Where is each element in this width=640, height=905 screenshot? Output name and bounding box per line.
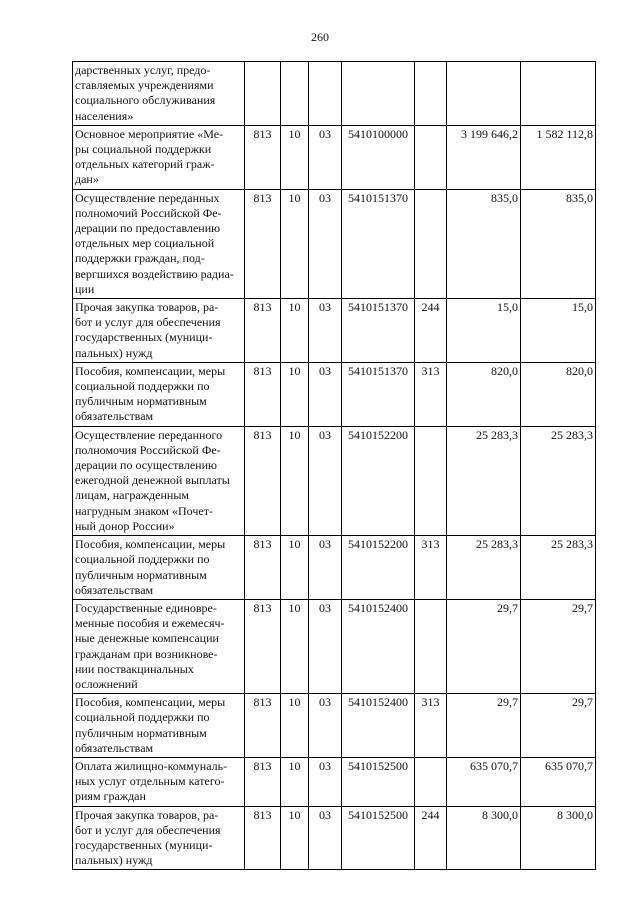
item-name-line: нии поствакцинальных	[75, 661, 194, 676]
cell-amount-2: 835,0	[521, 189, 596, 298]
cell-amount-1: 3 199 646,2	[447, 125, 521, 189]
item-name-line: лицам, награжденным	[75, 488, 189, 503]
item-name-line: населения»	[75, 108, 134, 123]
cell-expense-type	[415, 426, 447, 535]
item-name-line: полномочия Российской Фе-	[75, 442, 221, 457]
item-name-line: вергшихся воздействию радиа-	[75, 266, 234, 281]
budget-table	[72, 61, 596, 870]
cell-expense-type: 244	[415, 299, 447, 363]
table-row	[73, 426, 596, 535]
cell-expense-type: 313	[415, 362, 447, 426]
cell-amount-1: 29,7	[447, 599, 521, 693]
item-name-line: Прочая закупка товаров, ра-	[75, 807, 219, 822]
item-name-line: бот и услуг для обеспечения	[75, 822, 221, 837]
cell-item-name	[73, 299, 245, 363]
cell-amount-1: 29,7	[447, 694, 521, 758]
cell-ministry-code: 813	[245, 189, 281, 298]
cell-amount-1: 25 283,3	[447, 426, 521, 535]
item-name-line: дерации по предоставлению	[75, 221, 221, 236]
item-name-line: поддержки граждан, под-	[75, 251, 205, 266]
cell-amount-1: 15,0	[447, 299, 521, 363]
cell-expense-type: 244	[415, 806, 447, 870]
cell-target-article: 5410151370	[342, 189, 415, 298]
table-row	[73, 362, 596, 426]
cell-ministry-code: 813	[245, 362, 281, 426]
cell-subsection: 03	[309, 362, 342, 426]
item-name-line: государственных (муници-	[75, 330, 213, 345]
cell-target-article: 5410151370	[342, 299, 415, 363]
cell-ministry-code: 813	[245, 426, 281, 535]
cell-amount-1: 8 300,0	[447, 806, 521, 870]
table-row	[73, 62, 596, 126]
cell-amount-1: 25 283,3	[447, 536, 521, 600]
item-name-line: социальной поддержки по	[75, 552, 210, 567]
cell-subsection: 03	[309, 806, 342, 870]
cell-item-name	[73, 189, 245, 298]
item-name-line: публичным нормативным	[75, 567, 207, 582]
item-name-line: Государственные единовре-	[75, 600, 217, 615]
cell-amount-2: 25 283,3	[521, 426, 596, 535]
item-name-line: менные пособия и ежемесяч-	[75, 616, 225, 631]
cell-subsection: 03	[309, 125, 342, 189]
item-name-line: нагрудным знаком «Почет-	[75, 503, 213, 518]
table-row	[73, 189, 596, 298]
item-name-line: Осуществление переданных	[75, 190, 220, 205]
cell-section: 10	[281, 599, 309, 693]
cell-section	[281, 62, 309, 126]
table-body	[73, 62, 596, 870]
cell-ministry-code: 813	[245, 599, 281, 693]
item-name-line: ные денежные компенсации	[75, 631, 219, 646]
cell-amount-2	[521, 62, 596, 126]
cell-expense-type	[415, 62, 447, 126]
item-name-line: Осуществление переданного	[75, 427, 223, 442]
cell-target-article: 5410152500	[342, 757, 415, 806]
cell-item-name	[73, 599, 245, 693]
item-name-line: риям граждан	[75, 789, 146, 804]
cell-section: 10	[281, 694, 309, 758]
cell-target-article	[342, 62, 415, 126]
cell-ministry-code	[245, 62, 281, 126]
cell-target-article: 5410151370	[342, 362, 415, 426]
item-name-line: пальных) нужд	[75, 345, 153, 360]
cell-section: 10	[281, 189, 309, 298]
item-name-line: Пособия, компенсации, меры	[75, 363, 226, 378]
cell-section: 10	[281, 536, 309, 600]
table-row	[73, 125, 596, 189]
item-name-line: отдельных мер социальной	[75, 236, 215, 251]
cell-target-article: 5410152200	[342, 426, 415, 535]
cell-ministry-code: 813	[245, 536, 281, 600]
cell-section: 10	[281, 806, 309, 870]
cell-item-name	[73, 125, 245, 189]
cell-expense-type: 313	[415, 536, 447, 600]
cell-item-name	[73, 426, 245, 535]
table-row	[73, 806, 596, 870]
item-name-line: ставляемых учреждениями	[75, 78, 214, 93]
cell-amount-1: 835,0	[447, 189, 521, 298]
page-number: 260	[311, 30, 329, 44]
cell-subsection	[309, 62, 342, 126]
cell-section: 10	[281, 299, 309, 363]
item-name-line: Пособия, компенсации, меры	[75, 695, 226, 710]
cell-expense-type	[415, 599, 447, 693]
cell-expense-type	[415, 757, 447, 806]
item-name-line: отдельных категорий граж-	[75, 157, 215, 172]
table-row	[73, 757, 596, 806]
cell-amount-2: 29,7	[521, 694, 596, 758]
cell-amount-2: 25 283,3	[521, 536, 596, 600]
cell-section: 10	[281, 426, 309, 535]
item-name-line: публичным нормативным	[75, 394, 207, 409]
item-name-line: дерации по осуществлению	[75, 458, 217, 473]
table-row	[73, 536, 596, 600]
cell-subsection: 03	[309, 599, 342, 693]
cell-item-name	[73, 694, 245, 758]
item-name-line: обязательствам	[75, 582, 154, 597]
item-name-line: государственных (муници-	[75, 837, 213, 852]
cell-subsection: 03	[309, 694, 342, 758]
item-name-line: осложнений	[75, 676, 138, 691]
cell-amount-2: 15,0	[521, 299, 596, 363]
item-name-line: ный донор России»	[75, 518, 175, 533]
cell-ministry-code: 813	[245, 757, 281, 806]
cell-amount-2: 1 582 112,8	[521, 125, 596, 189]
item-name-line: Основное мероприятие «Ме-	[75, 126, 224, 141]
item-name-line: пальных) нужд	[75, 853, 153, 868]
item-name-line: дан»	[75, 172, 99, 187]
item-name-line: социальной поддержки по	[75, 379, 210, 394]
cell-target-article: 5410152200	[342, 536, 415, 600]
cell-amount-2: 29,7	[521, 599, 596, 693]
item-name-line: социального обслуживания	[75, 93, 216, 108]
item-name-line: бот и услуг для обеспечения	[75, 315, 221, 330]
cell-target-article: 5410100000	[342, 125, 415, 189]
item-name-line: социальной поддержки по	[75, 710, 210, 725]
item-name-line: ры социальной поддержки	[75, 142, 212, 157]
item-name-line: публичным нормативным	[75, 725, 207, 740]
cell-expense-type	[415, 125, 447, 189]
cell-ministry-code: 813	[245, 299, 281, 363]
cell-subsection: 03	[309, 426, 342, 535]
cell-target-article: 5410152500	[342, 806, 415, 870]
cell-target-article: 5410152400	[342, 694, 415, 758]
item-name-line: Пособия, компенсации, меры	[75, 537, 226, 552]
cell-subsection: 03	[309, 536, 342, 600]
cell-ministry-code: 813	[245, 694, 281, 758]
cell-item-name	[73, 757, 245, 806]
cell-expense-type: 313	[415, 694, 447, 758]
table-row	[73, 599, 596, 693]
table-row	[73, 299, 596, 363]
item-name-line: обязательствам	[75, 740, 154, 755]
item-name-line: полномочий Российской Фе-	[75, 205, 222, 220]
cell-subsection: 03	[309, 757, 342, 806]
item-name-line: ных услуг отдельным катего-	[75, 774, 225, 789]
item-name-line: ежегодной денежной выплаты	[75, 473, 230, 488]
cell-expense-type	[415, 189, 447, 298]
item-name-line: Оплата жилищно-коммуналь-	[75, 758, 228, 773]
cell-section: 10	[281, 757, 309, 806]
cell-subsection: 03	[309, 189, 342, 298]
table-row	[73, 694, 596, 758]
cell-item-name	[73, 806, 245, 870]
item-name-line: ции	[75, 281, 95, 296]
cell-amount-2: 635 070,7	[521, 757, 596, 806]
cell-target-article: 5410152400	[342, 599, 415, 693]
item-name-line: Прочая закупка товаров, ра-	[75, 300, 219, 315]
cell-ministry-code: 813	[245, 125, 281, 189]
cell-amount-1: 820,0	[447, 362, 521, 426]
cell-amount-1	[447, 62, 521, 126]
cell-section: 10	[281, 362, 309, 426]
cell-item-name	[73, 362, 245, 426]
item-name-line: гражданам при возникнове-	[75, 646, 218, 661]
cell-section: 10	[281, 125, 309, 189]
item-name-line: дарственных услуг, предо-	[75, 63, 211, 77]
cell-amount-2: 8 300,0	[521, 806, 596, 870]
cell-item-name	[73, 62, 245, 126]
cell-amount-2: 820,0	[521, 362, 596, 426]
cell-item-name	[73, 536, 245, 600]
cell-subsection: 03	[309, 299, 342, 363]
cell-ministry-code: 813	[245, 806, 281, 870]
cell-amount-1: 635 070,7	[447, 757, 521, 806]
item-name-line: обязательствам	[75, 409, 154, 424]
